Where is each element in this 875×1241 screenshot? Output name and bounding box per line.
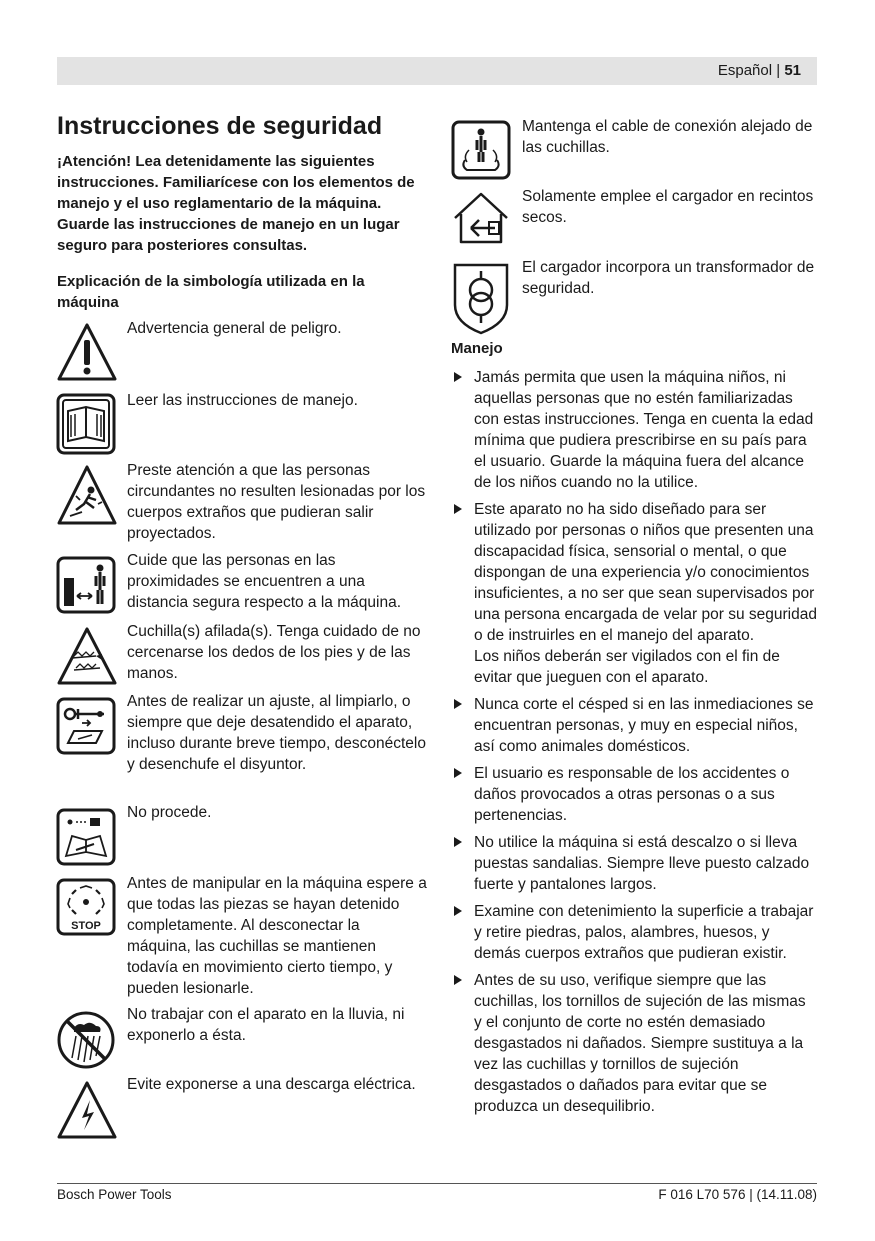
symbol-text: Cuide que las personas en las proximidades se encuentren a una distancia segura respecto a la máquina. [127, 552, 401, 611]
list-item: Antes de su uso, verifique siempre que las cuchillas, los tornillos de sujeción de las mismas y el conjunto de corte no estén demasiado desgastados ni dañados. Siempre sustituya a la vez las cuchillas y tornillos de sujeción desgastados o dañados para evitar que se produzca un desequilibrio. [451, 970, 817, 1117]
read-manual-icon [56, 393, 116, 455]
symbol-text: No trabajar con el aparato en la lluvia, ni exponerlo a ésta. [127, 1006, 405, 1044]
electric-shock-icon [56, 1080, 118, 1140]
indoor-only-icon [451, 190, 511, 246]
keep-distance-icon [56, 556, 116, 614]
list-item: No utilice la máquina si está descalzo o si lleva puestas sandalias. Siempre lleve puesto calzado fuerte y pantalones largos. [451, 832, 817, 895]
manejo-heading: Manejo [451, 340, 503, 357]
bullet-arrow-icon [454, 768, 462, 778]
not-applicable-icon [56, 808, 116, 866]
stop-label: STOP [71, 920, 101, 932]
no-rain-icon [56, 1010, 116, 1070]
warning-triangle-icon [56, 322, 118, 382]
symbol-text: El cargador incorpora un transformador de seguridad. [522, 259, 815, 297]
symbol-text: Solamente emplee el cargador en recintos secos. [522, 188, 814, 226]
symbol-text: Antes de manipular en la máquina espere a que todas las piezas se hayan detenido completamente. Al desconectar la máquina, las cuchillas se mantienen todavía en movimiento cierto tiempo, y pueden lesionarle. [127, 875, 427, 997]
symbol-text: Antes de realizar un ajuste, al limpiarlo, o siempre que deje desatendido el aparato, incluso durante breve tiempo, desconéctelo y desenchufe el disyuntor. [127, 693, 426, 773]
list-item: Este aparato no ha sido diseñado para ser utilizado por personas o niños que presenten una discapacidad física, sensorial o mental, o que dispongan de una experiencia y/o conocimientos insuficientes, a no ser que sean supervisados por una persona encargada de velar por su seguridad o de instruirles en el manejo del aparato. Los niños deberán ser vigilados con el fin de evitar que jueguen con el aparato. [451, 499, 817, 688]
bullet-arrow-icon [454, 975, 462, 985]
thrown-objects-icon [56, 464, 118, 526]
symbol-text: Advertencia general de peligro. [127, 320, 342, 337]
symbol-text: Evite exponerse a una descarga eléctrica. [127, 1076, 416, 1093]
list-item: El usuario es responsable de los accidentes o daños provocados a otras personas o a sus pertenencias. [451, 763, 817, 826]
bullet-arrow-icon [454, 504, 462, 514]
symbol-text: Mantenga el cable de conexión alejado de las cuchillas. [522, 118, 813, 156]
symbol-text: Cuchilla(s) afilada(s). Tenga cuidado de no cercenarse los dedos de los pies y de las manos. [127, 623, 421, 682]
symbol-text: Leer las instrucciones de manejo. [127, 392, 358, 409]
symbol-text: Preste atención a que las personas circundantes no resulten lesionadas por los cuerpos extraños que pudieran salir proyectados. [127, 462, 426, 542]
list-item: Examine con detenimiento la superficie a trabajar y retire piedras, palos, alambres, huesos, y demás cuerpos extraños que pudieran existir. [451, 901, 817, 964]
header-language: Español [717, 62, 773, 79]
manejo-list [451, 367, 817, 1123]
sharp-blades-icon [56, 626, 118, 686]
footer-doc-id: F 016 L70 576 | (14.11.08) [658, 1187, 817, 1202]
stop-rotation-icon [56, 878, 116, 936]
symbols-heading: Explicación de la simbología utilizada en la máquina [57, 273, 365, 311]
bullet-arrow-icon [454, 372, 462, 382]
cable-away-icon [451, 120, 511, 180]
list-item: Nunca corte el césped si en las inmediaciones se encuentran personas, y muy en especial niños, así como animales domésticos. [451, 694, 817, 757]
bullet-arrow-icon [454, 837, 462, 847]
page-title: Instrucciones de seguridad [57, 112, 383, 140]
intro-warning: ¡Atención! Lea detenidamente las siguientes instrucciones. Familiarícese con los elementos de manejo y el uso reglamentario de la máquina. Guarde las instrucciones de manejo en un lugar seguro para posteriores consultas. [57, 153, 415, 254]
header-separator: | [776, 62, 781, 79]
page-number: 51 [784, 62, 801, 79]
footer-divider [57, 1183, 817, 1184]
page-header [57, 57, 817, 85]
unplug-icon [56, 697, 116, 755]
symbol-text: No procede. [127, 804, 212, 821]
safety-transformer-icon [451, 261, 511, 335]
bullet-arrow-icon [454, 699, 462, 709]
list-item: Jamás permita que usen la máquina niños, ni aquellas personas que no estén familiarizadas con estas instrucciones. Tenga en cuenta la edad mínima que pudiera prescribirse en su país para el usuario. Guarde la máquina fuera del alcance de los niños cuando no la utilice. [451, 367, 817, 493]
footer-brand: Bosch Power Tools [57, 1187, 172, 1202]
bullet-arrow-icon [454, 906, 462, 916]
